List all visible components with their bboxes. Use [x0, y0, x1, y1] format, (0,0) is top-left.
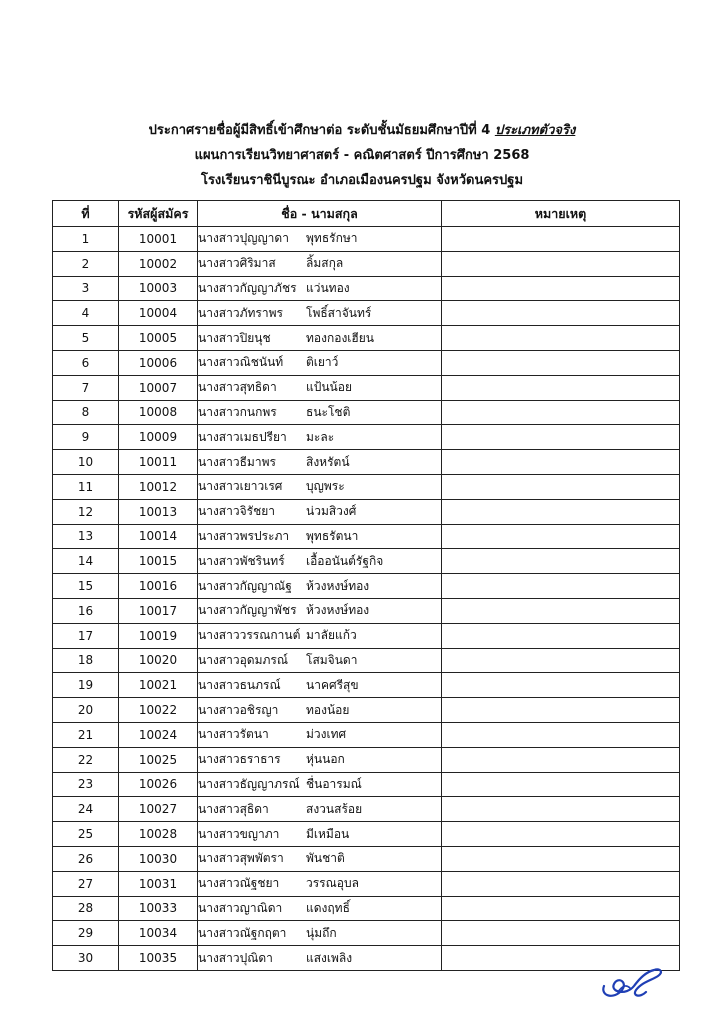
last-name: เอื้ออนันต์รัฐกิจ: [306, 553, 384, 568]
cell-applicant-id: 10031: [119, 871, 198, 896]
cell-note: [442, 400, 680, 425]
table-row: [53, 921, 680, 946]
cell-applicant-id: 10024: [119, 722, 198, 747]
first-name: นางสาวณิชนันท์: [198, 355, 284, 370]
table-body: [53, 227, 680, 971]
cell-applicant-id: 10033: [119, 896, 198, 921]
cell-name: [198, 698, 442, 723]
column-header-no: ที่: [53, 201, 119, 227]
last-name: วรรณอุบล: [306, 876, 359, 891]
table-row: [53, 623, 680, 648]
cell-no: 7: [53, 375, 119, 400]
cell-name: [198, 524, 442, 549]
document-header: [0, 118, 724, 193]
first-name: นางสาวเมธปรียา: [198, 429, 287, 444]
table-row: [53, 549, 680, 574]
cell-no: 13: [53, 524, 119, 549]
cell-no: 25: [53, 822, 119, 847]
table-row: [53, 474, 680, 499]
cell-name: [198, 623, 442, 648]
cell-note: [442, 698, 680, 723]
last-name: แป้นน้อย: [306, 380, 352, 395]
cell-name: [198, 227, 442, 252]
cell-no: 24: [53, 797, 119, 822]
cell-no: 23: [53, 772, 119, 797]
cell-name: [198, 574, 442, 599]
first-name: นางสาวธราธาร: [198, 752, 281, 767]
cell-no: 11: [53, 474, 119, 499]
cell-note: [442, 524, 680, 549]
cell-note: [442, 722, 680, 747]
cell-note: [442, 598, 680, 623]
last-name: ห้วงหงษ์ทอง: [306, 603, 370, 618]
cell-applicant-id: 10020: [119, 648, 198, 673]
cell-applicant-id: 10012: [119, 474, 198, 499]
table-row: [53, 499, 680, 524]
cell-no: 27: [53, 871, 119, 896]
cell-applicant-id: 10001: [119, 227, 198, 252]
last-name: หุ่นนอก: [306, 752, 345, 767]
cell-note: [442, 747, 680, 772]
cell-name: [198, 400, 442, 425]
cell-note: [442, 350, 680, 375]
header-school: โรงเรียนราชินีบูรณะ อำเภอเมืองนครปฐม จังหวัดนครปฐม: [200, 173, 524, 188]
cell-applicant-id: 10004: [119, 301, 198, 326]
cell-applicant-id: 10013: [119, 499, 198, 524]
cell-no: 9: [53, 425, 119, 450]
cell-no: 15: [53, 574, 119, 599]
cell-name: [198, 648, 442, 673]
cell-no: 12: [53, 499, 119, 524]
table-row: [53, 450, 680, 475]
cell-note: [442, 227, 680, 252]
cell-name: [198, 251, 442, 276]
cell-no: 1: [53, 227, 119, 252]
last-name: ทองน้อย: [306, 702, 350, 717]
table-row: [53, 524, 680, 549]
last-name: โพธิ์สาจันทร์: [306, 305, 372, 320]
cell-applicant-id: 10016: [119, 574, 198, 599]
cell-applicant-id: 10034: [119, 921, 198, 946]
last-name: มะละ: [306, 429, 335, 444]
last-name: ลิ้มสกุล: [306, 256, 344, 271]
cell-no: 2: [53, 251, 119, 276]
first-name: นางสาวขญาภา: [198, 826, 280, 841]
table-row: [53, 425, 680, 450]
cell-no: 8: [53, 400, 119, 425]
cell-note: [442, 499, 680, 524]
cell-name: [198, 425, 442, 450]
cell-applicant-id: 10005: [119, 326, 198, 351]
cell-applicant-id: 10014: [119, 524, 198, 549]
first-name: นางสาวญาณิดา: [198, 900, 283, 915]
first-name: นางสาวธีมาพร: [198, 454, 276, 469]
cell-no: 6: [53, 350, 119, 375]
cell-name: [198, 846, 442, 871]
cell-applicant-id: 10003: [119, 276, 198, 301]
first-name: นางสาวพัชรินทร์: [198, 553, 285, 568]
first-name: นางสาวปุญญาดา: [198, 231, 289, 246]
cell-name: [198, 450, 442, 475]
cell-no: 18: [53, 648, 119, 673]
first-name: นางสาวธนภรณ์: [198, 677, 281, 692]
cell-name: [198, 747, 442, 772]
last-name: ติเยาว์: [306, 355, 339, 370]
first-name: นางสาวธัญญาภรณ์: [198, 776, 300, 791]
cell-note: [442, 673, 680, 698]
table-row: [53, 871, 680, 896]
cell-name: [198, 350, 442, 375]
cell-no: 28: [53, 896, 119, 921]
table-row: [53, 350, 680, 375]
last-name: สิงหรัตน์: [306, 454, 350, 469]
last-name: แว่นทอง: [306, 280, 350, 295]
cell-name: [198, 499, 442, 524]
column-header-name: ชื่อ - นามสกุล: [198, 201, 442, 227]
table-row: [53, 822, 680, 847]
cell-no: 14: [53, 549, 119, 574]
cell-name: [198, 549, 442, 574]
last-name: ทองกองเฮียน: [306, 330, 374, 345]
cell-name: [198, 772, 442, 797]
cell-note: [442, 301, 680, 326]
table-row: [53, 326, 680, 351]
cell-name: [198, 598, 442, 623]
cell-no: 21: [53, 722, 119, 747]
table-row: [53, 698, 680, 723]
cell-note: [442, 797, 680, 822]
cell-name: [198, 375, 442, 400]
cell-applicant-id: 10007: [119, 375, 198, 400]
first-name: นางสาวกัญญาพัชร: [198, 603, 297, 618]
cell-no: 17: [53, 623, 119, 648]
cell-name: [198, 921, 442, 946]
cell-note: [442, 425, 680, 450]
column-header-note: หมายเหตุ: [442, 201, 680, 227]
first-name: นางสาวปิยนุช: [198, 330, 271, 345]
cell-applicant-id: 10022: [119, 698, 198, 723]
last-name: มาลัยแก้ว: [306, 628, 357, 643]
cell-no: 5: [53, 326, 119, 351]
last-name: นาคศรีสุข: [306, 677, 359, 692]
table-row: [53, 251, 680, 276]
cell-name: [198, 871, 442, 896]
first-name: นางสาวกนกพร: [198, 404, 277, 419]
cell-name: [198, 301, 442, 326]
cell-applicant-id: 10021: [119, 673, 198, 698]
last-name: แดงฤทธิ์: [306, 900, 350, 915]
table-row: [53, 400, 680, 425]
cell-no: 30: [53, 946, 119, 971]
cell-no: 29: [53, 921, 119, 946]
first-name: นางสาวสุพพัตรา: [198, 851, 284, 866]
table-row: [53, 896, 680, 921]
last-name: มีเหมือน: [306, 826, 350, 841]
table-header-row: [53, 201, 680, 227]
header-title-emphasis: ประเภทตัวจริง: [494, 123, 576, 138]
last-name: ม่วงเทศ: [306, 727, 347, 742]
cell-note: [442, 375, 680, 400]
first-name: นางสาวพรประภา: [198, 528, 290, 543]
cell-no: 19: [53, 673, 119, 698]
cell-name: [198, 722, 442, 747]
table-row: [53, 574, 680, 599]
last-name: บุญพระ: [306, 479, 345, 494]
last-name: ชื่นอารมณ์: [306, 776, 362, 791]
cell-name: [198, 822, 442, 847]
table-row: [53, 598, 680, 623]
cell-no: 26: [53, 846, 119, 871]
cell-note: [442, 474, 680, 499]
last-name: น่วมสิวงศ์: [306, 504, 357, 519]
cell-applicant-id: 10009: [119, 425, 198, 450]
cell-note: [442, 450, 680, 475]
cell-no: 20: [53, 698, 119, 723]
first-name: นางสาวกัญญาภัชร: [198, 280, 297, 295]
table-row: [53, 227, 680, 252]
last-name: แสงเพลิง: [306, 950, 353, 965]
first-name: นางสาวสุทธิดา: [198, 380, 277, 395]
first-name: นางสาวจิรัชยา: [198, 504, 275, 519]
cell-name: [198, 946, 442, 971]
cell-applicant-id: 10026: [119, 772, 198, 797]
cell-note: [442, 549, 680, 574]
cell-applicant-id: 10025: [119, 747, 198, 772]
cell-applicant-id: 10011: [119, 450, 198, 475]
table-row: [53, 648, 680, 673]
table-row: [53, 673, 680, 698]
signature: [596, 956, 668, 1004]
cell-no: 3: [53, 276, 119, 301]
cell-applicant-id: 10028: [119, 822, 198, 847]
table-row: [53, 301, 680, 326]
cell-applicant-id: 10035: [119, 946, 198, 971]
last-name: พุทธรักษา: [306, 231, 358, 246]
cell-note: [442, 896, 680, 921]
header-title: [0, 118, 724, 143]
header-title-main: ประกาศรายชื่อผู้มีสิทธิ์เข้าศึกษาต่อ ระดับชั้นมัธยมศึกษาปีที่ 4: [148, 123, 491, 138]
cell-applicant-id: 10015: [119, 549, 198, 574]
table-row: [53, 846, 680, 871]
first-name: นางสาวณัฐชยา: [198, 876, 280, 891]
cell-note: [442, 846, 680, 871]
cell-note: [442, 326, 680, 351]
table-row: [53, 946, 680, 971]
cell-note: [442, 871, 680, 896]
last-name: นุ่มถึก: [306, 925, 337, 940]
first-name: นางสาวณัฐกฤตา: [198, 925, 287, 940]
cell-no: 16: [53, 598, 119, 623]
cell-note: [442, 648, 680, 673]
first-name: นางสาวเยาวเรศ: [198, 479, 283, 494]
cell-name: [198, 276, 442, 301]
cell-name: [198, 326, 442, 351]
table-row: [53, 375, 680, 400]
cell-applicant-id: 10030: [119, 846, 198, 871]
cell-name: [198, 673, 442, 698]
cell-applicant-id: 10027: [119, 797, 198, 822]
cell-note: [442, 921, 680, 946]
table-row: [53, 276, 680, 301]
cell-applicant-id: 10019: [119, 623, 198, 648]
cell-applicant-id: 10002: [119, 251, 198, 276]
table-row: [53, 797, 680, 822]
cell-name: [198, 474, 442, 499]
first-name: นางสาวภัทราพร: [198, 305, 283, 320]
table-row: [53, 747, 680, 772]
first-name: นางสาวสุธิดา: [198, 801, 269, 816]
first-name: นางสาวรัตนา: [198, 727, 269, 742]
table-row: [53, 722, 680, 747]
cell-note: [442, 772, 680, 797]
last-name: พุทธรัตนา: [306, 528, 359, 543]
cell-name: [198, 896, 442, 921]
last-name: สงวนสร้อย: [306, 801, 363, 816]
cell-no: 4: [53, 301, 119, 326]
cell-note: [442, 623, 680, 648]
first-name: นางสาวศิริมาส: [198, 256, 276, 271]
first-name: นางสาววรรณกานต์: [198, 628, 301, 643]
cell-no: 22: [53, 747, 119, 772]
last-name: โสมจินดา: [306, 652, 358, 667]
cell-applicant-id: 10008: [119, 400, 198, 425]
cell-note: [442, 276, 680, 301]
last-name: พันชาติ: [306, 851, 345, 866]
cell-note: [442, 574, 680, 599]
cell-applicant-id: 10006: [119, 350, 198, 375]
cell-note: [442, 251, 680, 276]
cell-name: [198, 797, 442, 822]
cell-note: [442, 822, 680, 847]
table-row: [53, 772, 680, 797]
first-name: นางสาวปุณิดา: [198, 950, 273, 965]
last-name: ห้วงหงษ์ทอง: [306, 578, 370, 593]
first-name: นางสาวอชิรญา: [198, 702, 279, 717]
student-table: [52, 200, 680, 971]
first-name: นางสาวกัญญาณัฐ: [198, 578, 292, 593]
last-name: ธนะโชติ: [306, 404, 351, 419]
cell-applicant-id: 10017: [119, 598, 198, 623]
column-header-id: รหัสผู้สมัคร: [119, 201, 198, 227]
first-name: นางสาวอุดมภรณ์: [198, 652, 288, 667]
header-program: แผนการเรียนวิทยาศาสตร์ - คณิตศาสตร์ ปีการศึกษา 2568: [194, 148, 530, 163]
cell-no: 10: [53, 450, 119, 475]
